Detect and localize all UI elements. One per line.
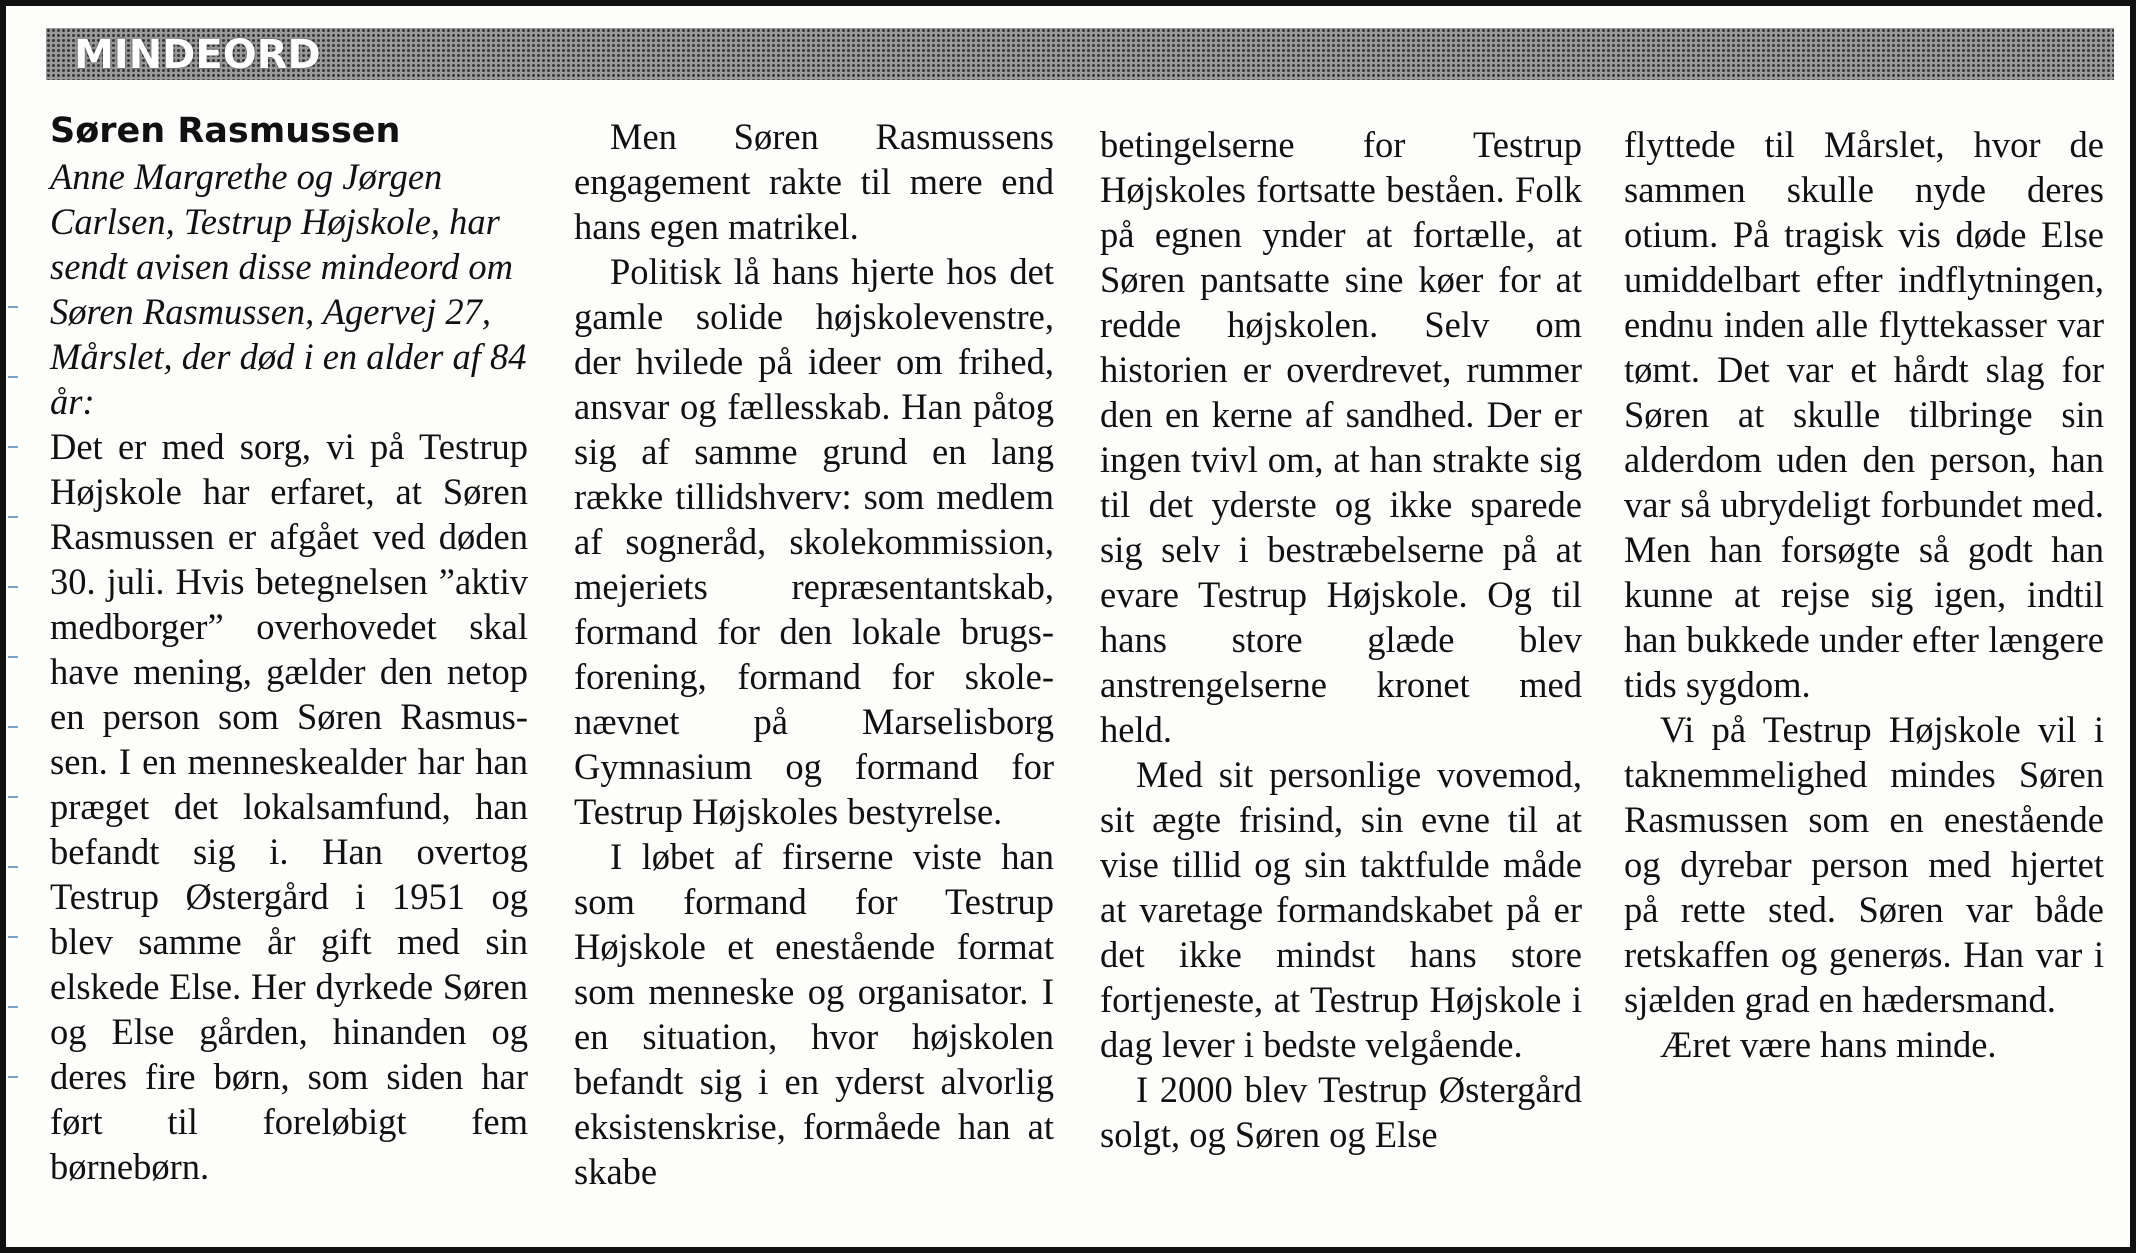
column-1-paragraph-1: Det er med sorg, vi på Testrup Højskole har erfaret, at Søren Rasmussen er afgået ved døden 30. juli. Hvis betegnelsen ”aktiv medborger” overhovedet skal have mening, gælder den netop en person som Søren Rasmussen. I en menneskealder har han præget det lokalsamfund, han befandt sig i. Han overtog Testrup Østergård i 1951 og blev samme år gift med sin elskede Else. Her dyrkede Søren og Else gården, hinanden og deres fire børn, som siden har ført til foreløbigt fem børnebørn. [50,426,528,1187]
column-3-paragraph-3: I 2000 blev Testrup Østergård solgt, og Søren og Else [1100,1069,1582,1155]
article-column-4 [1624,122,2104,1067]
article-column-2 [574,114,1054,1194]
column-4-paragraph-2: Vi på Testrup Højskole vil i taknemmelighed mindes Søren Rasmussen som en enestående og dyrebar person med hjertet på rette sted. Søren var både retskaffen og generøs. Han var i sjælden grad en hædersmand. [1624,709,2104,1020]
section-label: MINDEORD [74,32,321,78]
column-2-paragraph-2: Politisk lå hans hjerte hos det gamle solide højskolevenstre, der hvilede på ideer om frihed, ansvar og fællesskab. Han påtog sig af samme grund en lang række tillidshverv: som medlem af sogneråd, skolekommission, mejeriets repræsentantskab, formand for den lokale brugsforening, formand for skolenævnet på Marselisborg Gymnasium og formand for Testrup Højskoles bestyrelse. [574,251,1054,832]
column-4-paragraph-1: flyttede til Mårslet, hvor de sammen skulle nyde deres otium. På tragisk vis døde Else umiddelbart efter indflytningen, endnu inden alle flyttekasser var tømt. Det var et hårdt slag for Søren at skulle tilbringe sin alderdom uden den person, han var så ubrydeligt forbundet med. Men han forsøgte så godt han kunne at rejse sig igen, indtil han bukkede under efter længere tids sygdom. [1624,124,2104,705]
article-column-1 [50,110,528,1189]
article-column-3 [1100,122,1582,1157]
column-2-paragraph-3: I løbet af firserne viste han som formand for Testrup Højskole et enestående format som menneske og organisator. I en situation, hvor højskolen befandt sig i en yderst alvorlig eksistenskrise, formåede han at skabe [574,836,1054,1192]
column-4-paragraph-3: Æret være hans minde. [1660,1024,1997,1065]
margin-marks [6,306,20,1206]
column-2-paragraph-1: Men Søren Rasmussens engagement rakte til mere end hans egen matrikel. [574,116,1054,247]
article-headline: Søren Rasmussen [50,111,401,151]
column-3-paragraph-1: betingelserne for Testrup Højskoles fortsatte beståen. Folk på egnen ynder at fortælle, at Søren pantsatte sine køer for at redde højskolen. Selv om historien er overdrevet, rummer den en kerne af sandhed. Der er ingen tvivl om, at han strakte sig til det yderste og ikke sparede sig selv i bestræbelserne på at evare Testrup Højskole. Og til hans store glæde blev anstrengelserne kronet med held. [1100,124,1582,750]
article-intro: Anne Margrethe og Jørgen Carlsen, Testrup Højskole, har sendt avisen disse mindeord om Søren Rasmussen, Agervej 27, Mårslet, der død i en alder af 84 år: [50,156,527,422]
column-3-paragraph-2: Med sit personlige vovemod, sit ægte frisind, sin evne til at vise tillid og sin taktfulde måde at varetage formandskabet på er det ikke mindst hans store fortjeneste, at Testrup Højskole i dag lever i bedste velgående. [1100,754,1582,1065]
section-header-bar [46,28,2114,80]
